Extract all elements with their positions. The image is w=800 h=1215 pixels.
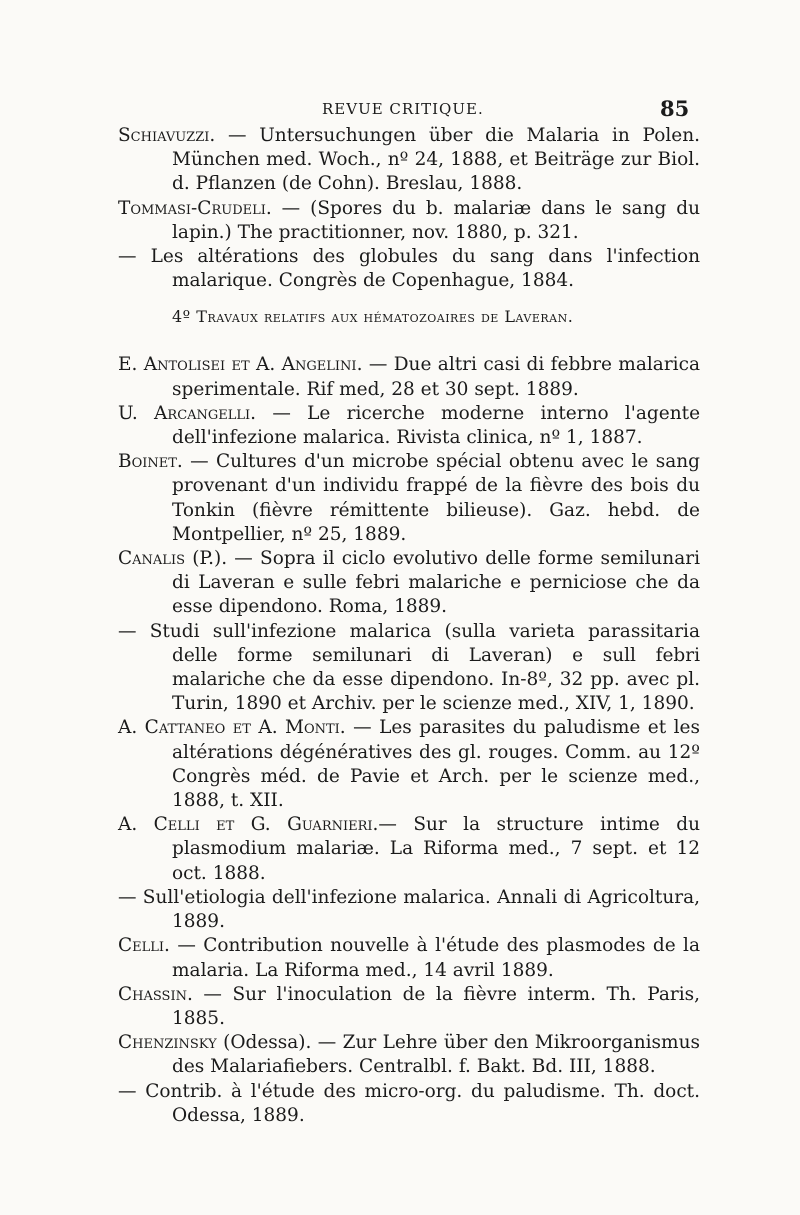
bibliography-entry <box>118 245 700 293</box>
entry-author: Canalis (P.). <box>118 548 228 570</box>
bibliography-entry <box>118 402 700 450</box>
bibliography-entry <box>118 983 700 1031</box>
entry-author: Chassin. <box>118 983 193 1005</box>
section-number: 4º <box>172 307 191 327</box>
section-title: Travaux relatifs aux hématozoaires de Laveran. <box>196 307 574 327</box>
entry-text: — (Spores du b. malariæ dans le sang du lapin.) The practitionner, nov. 1880, p. 321. <box>172 197 700 243</box>
bibliography-entry <box>118 1080 700 1128</box>
entry-text: — Contrib. à l'étude des micro-org. du paludisme. Th. doct. Odessa, 1889. <box>118 1080 700 1126</box>
bibliography-entry <box>118 353 700 401</box>
bibliography-entry <box>118 197 700 245</box>
entry-text: — Cultures d'un microbe spécial obtenu avec le sang provenant d'un individu frappé de la fièvre des bois du Tonkin (fièvre rémittente bilieuse). Gaz. hebd. de Montpellier, nº 25, 1889. <box>172 451 700 545</box>
bibliography-entry <box>118 813 700 886</box>
bibliography-entry <box>118 124 700 197</box>
bibliography-entry <box>118 716 700 813</box>
entry-text: — Sopra il ciclo evolutivo delle forme semilunari di Laveran e sulle febri malariche e perniciose che da esse dipendono. Roma, 1889. <box>172 548 700 618</box>
entry-author: Boinet. <box>118 451 183 473</box>
bibliography-entry <box>118 547 700 620</box>
entry-text: — Les parasites du paludisme et les altérations dégénératives des gl. rouges. Comm. au 12º Congrès méd. de Pavie et Arch. per le scienze med., 1888, t. XII. <box>172 717 700 812</box>
entry-text: — Due altri casi di febbre malarica sperimentale. Rif med, 28 et 30 sept. 1889. <box>172 354 700 400</box>
running-title: REVUE CRITIQUE. <box>322 100 484 118</box>
entry-text: — Les altérations des globules du sang dans l'infection malarique. Congrès de Copenhague, 1884. <box>118 246 700 292</box>
section-heading <box>118 305 700 329</box>
entry-author: A. Cattaneo et A. Monti. <box>118 717 346 739</box>
entry-text: — Le ricerche moderne interno l'agente dell'infezione malarica. Rivista clinica, nº 1, 1887. <box>172 402 701 449</box>
entry-author: Tommasi-Crudeli. <box>118 197 272 219</box>
page-header <box>0 96 800 126</box>
entry-author: E. Antolisei et A. Angelini. <box>118 354 363 376</box>
entry-text: — Sur la structure intime du plasmodium malariæ. La Riforma med., 7 sept. et 12 oct. 1888. <box>172 814 700 884</box>
entry-text: (Odessa). — Zur Lehre über den Mikroorganismus des Malariafiebers. Centralbl. f. Bakt. Bd. III, 1888. <box>172 1032 700 1078</box>
bibliography-entry <box>118 620 700 717</box>
entry-author: Chenzinsky <box>118 1032 217 1054</box>
entry-author: Celli. <box>118 935 170 957</box>
entry-text: — Sull'etiologia dell'infezione malarica. Annali di Agricoltura, 1889. <box>118 886 700 933</box>
page-number: 85 <box>660 96 690 121</box>
entry-text: — Sur l'inoculation de la fièvre interm. Th. Paris, 1885. <box>172 983 700 1029</box>
entry-author: Schiavuzzi. <box>118 125 216 146</box>
entry-author: U. Arcangelli. <box>118 402 257 424</box>
entry-text: — Studi sull'infezione malarica (sulla varieta parassitaria delle forme semilunari di Laveran) e sull febri malariche che da esse dipendono. In-8º, 32 pp. avec pl. Turin, 1890 et Archiv. per le scienze med., XIV, 1, 1890. <box>118 620 700 715</box>
entry-author: A. Celli et G. Guarnieri. <box>118 814 379 836</box>
bibliography-entry <box>118 1031 700 1079</box>
bibliography-entry <box>118 450 700 547</box>
entry-text: — Untersuchungen über die Malaria in Polen. München med. Woch., nº 24, 1888, et Beiträge zur Biol. d. Pflanzen (de Cohn). Breslau, 1888. <box>172 125 700 195</box>
bibliography-entry <box>118 934 700 982</box>
bibliography-entry <box>118 886 700 934</box>
entry-text: — Contribution nouvelle à l'étude des plasmodes de la malaria. La Riforma med., 14 avril 1889. <box>169 935 700 981</box>
bibliography <box>118 124 700 1128</box>
